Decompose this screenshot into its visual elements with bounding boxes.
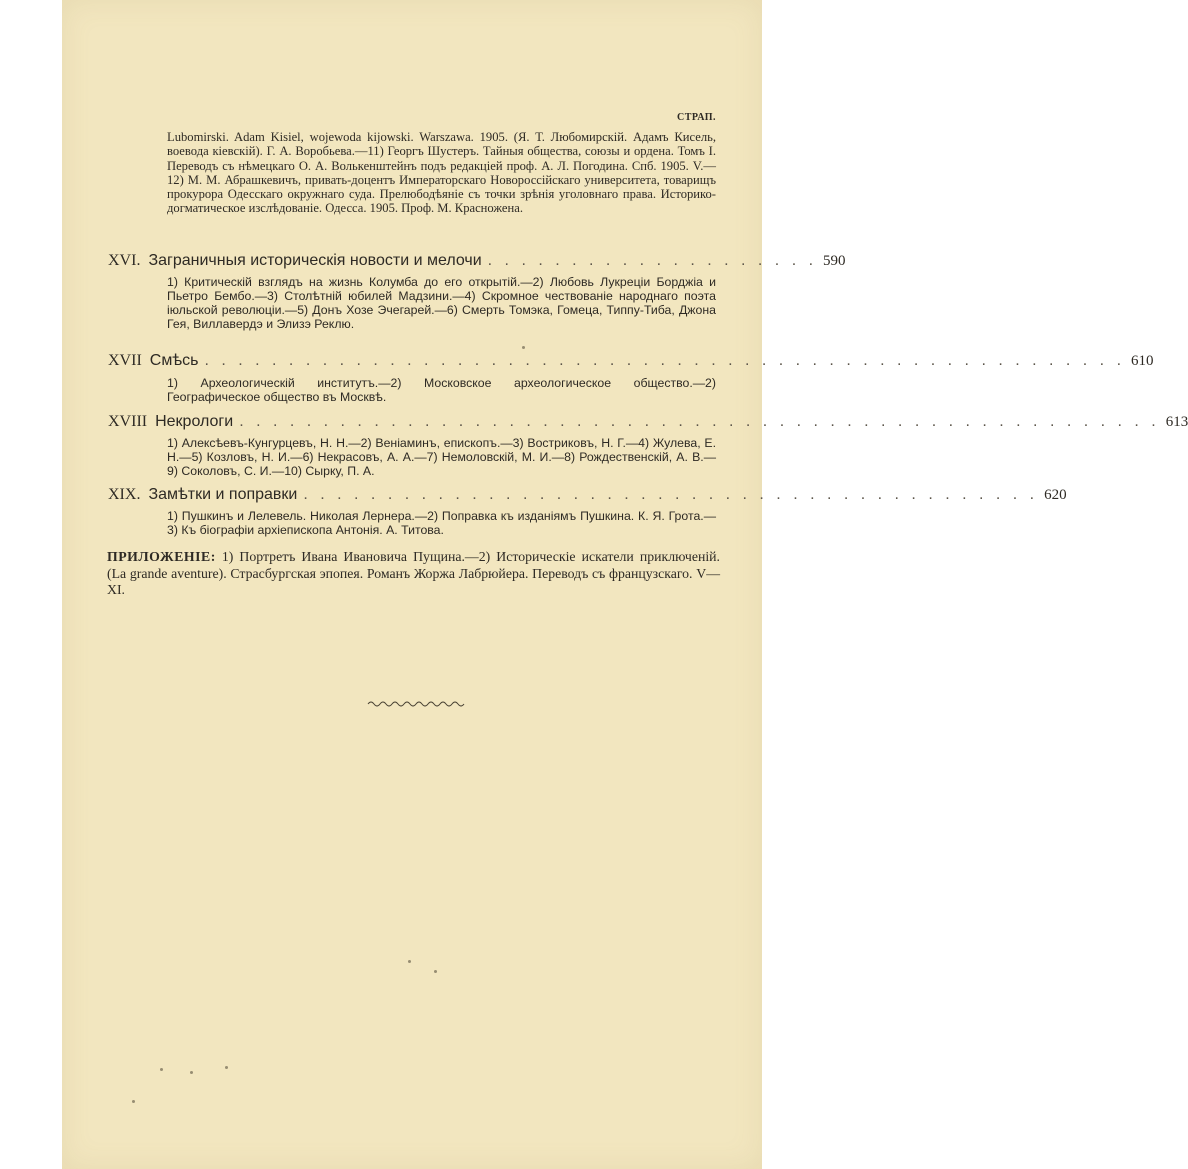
- ink-speck: [522, 346, 525, 349]
- section-page-number: 620: [1044, 487, 1067, 503]
- wave-ornament: [368, 700, 464, 708]
- appendix-paragraph: [107, 549, 720, 599]
- section-title: Смѣсь: [149, 352, 199, 369]
- section-title: Некрологи: [155, 413, 234, 430]
- section-page-number: 610: [1131, 353, 1154, 369]
- section-title: Заграничныя историческія новости и мелочи: [148, 252, 482, 269]
- section-number: XVI.: [108, 252, 141, 269]
- section-contents: 1) Археологическій институтъ.—2) Московское археологическое общество.—2) Географическое общество въ Москвѣ.: [167, 376, 716, 404]
- page-column-header: СТРАП.: [677, 112, 716, 123]
- ink-speck: [225, 1066, 228, 1069]
- section-number: XIX.: [108, 486, 141, 503]
- appendix-text: 1) Портретъ Ивана Ивановича Пущина.—2) Историческіе искатели приключеній. (La grande aventure). Страсбургская эпопея. Романъ Жоржа Лабрюйера. Переводъ съ французскаго. V—XI.: [107, 549, 720, 597]
- ink-speck: [132, 1100, 135, 1103]
- leader-dots: . . . . . . . . . . . . . . . . . . . .: [487, 252, 818, 269]
- ink-speck: [160, 1068, 163, 1071]
- ink-speck: [190, 1071, 193, 1074]
- section-page-number: 590: [823, 253, 846, 269]
- leader-dots: . . . . . . . . . . . . . . . . . . . . . . . . . . . . . . . . . . . . . . . . . . . . . . . . . . . . . . .: [239, 413, 1160, 430]
- section-contents: 1) Алексѣевъ-Кунгурцевъ, Н. Н.—2) Веніаминъ, епископъ.—3) Востриковъ, Н. Г.—4) Жулева, Е. Н.—5) Козловъ, Н. И.—6) Некрасовъ, А. А.—7) Немоловскій, М. И.—8) Рождественскій, А. В.—9) Соколовъ, С. И.—10) Сырку, П. А.: [167, 436, 716, 478]
- leader-dots: . . . . . . . . . . . . . . . . . . . . . . . . . . . . . . . . . . . . . . . . . . . .: [303, 486, 1039, 503]
- section-heading-xvi: [108, 252, 846, 274]
- section-contents: 1) Пушкинъ и Лелевель. Николая Лернера.—2) Поправка къ изданіямъ Пушкина. К. Я. Грота.—3) Къ біографіи архіепископа Антонія. А. Титова.: [167, 509, 716, 537]
- section-heading-xviii: [108, 413, 1188, 435]
- leader-dots: . . . . . . . . . . . . . . . . . . . . . . . . . . . . . . . . . . . . . . . . . . . . . . . . . . . . . . .: [204, 352, 1126, 369]
- section-number: XVII: [108, 352, 142, 369]
- ink-speck: [408, 960, 411, 963]
- section-heading-xvii: [108, 352, 1154, 374]
- appendix-label: ПРИЛОЖЕНІЕ:: [107, 549, 216, 564]
- section-title: Замѣтки и поправки: [148, 486, 298, 503]
- section-page-number: 613: [1165, 414, 1188, 430]
- ink-speck: [434, 970, 437, 973]
- section-contents: 1) Критическій взглядъ на жизнь Колумба до его открытій.—2) Любовь Лукреціи Борджіа и Пьетро Бембо.—3) Столѣтній юбилей Мадзини.—4) Скромное чествованіе народнаго поэта іюльской революціи.—5) Донъ Хозе Эчегарей.—6) Смерть Томэка, Гомеца, Типпу-Тиба, Джона Гея, Виллавердэ и Элизэ Реклю.: [167, 275, 716, 331]
- intro-paragraph: Lubomirski. Adam Kisiel, wojewoda kijowski. Warszawa. 1905. (Я. Т. Любомирскій. Адамъ Кисель, воевода кіевскій). Г. А. Воробьева.—11) Георгъ Шустеръ. Тайныя общества, союзы и ордена. Томъ I. Переводъ съ нѣмецкаго О. А. Волькенштейнъ подъ редакціей проф. А. Л. Погодина. Спб. 1905. V.—12) М. М. Абрашкевичъ, привать-доцентъ Императорскаго Новороссійскаго университета, товарищъ прокурора Одесскаго окружнаго суда. Прелюбодѣяніе съ точки зрѣнія уголовнаго права. Историко-догматическое изслѣдованіе. Одесса. 1905. Проф. М. Красноженa.: [167, 130, 716, 216]
- section-number: XVIII: [108, 413, 148, 430]
- section-heading-xix: [108, 486, 1067, 508]
